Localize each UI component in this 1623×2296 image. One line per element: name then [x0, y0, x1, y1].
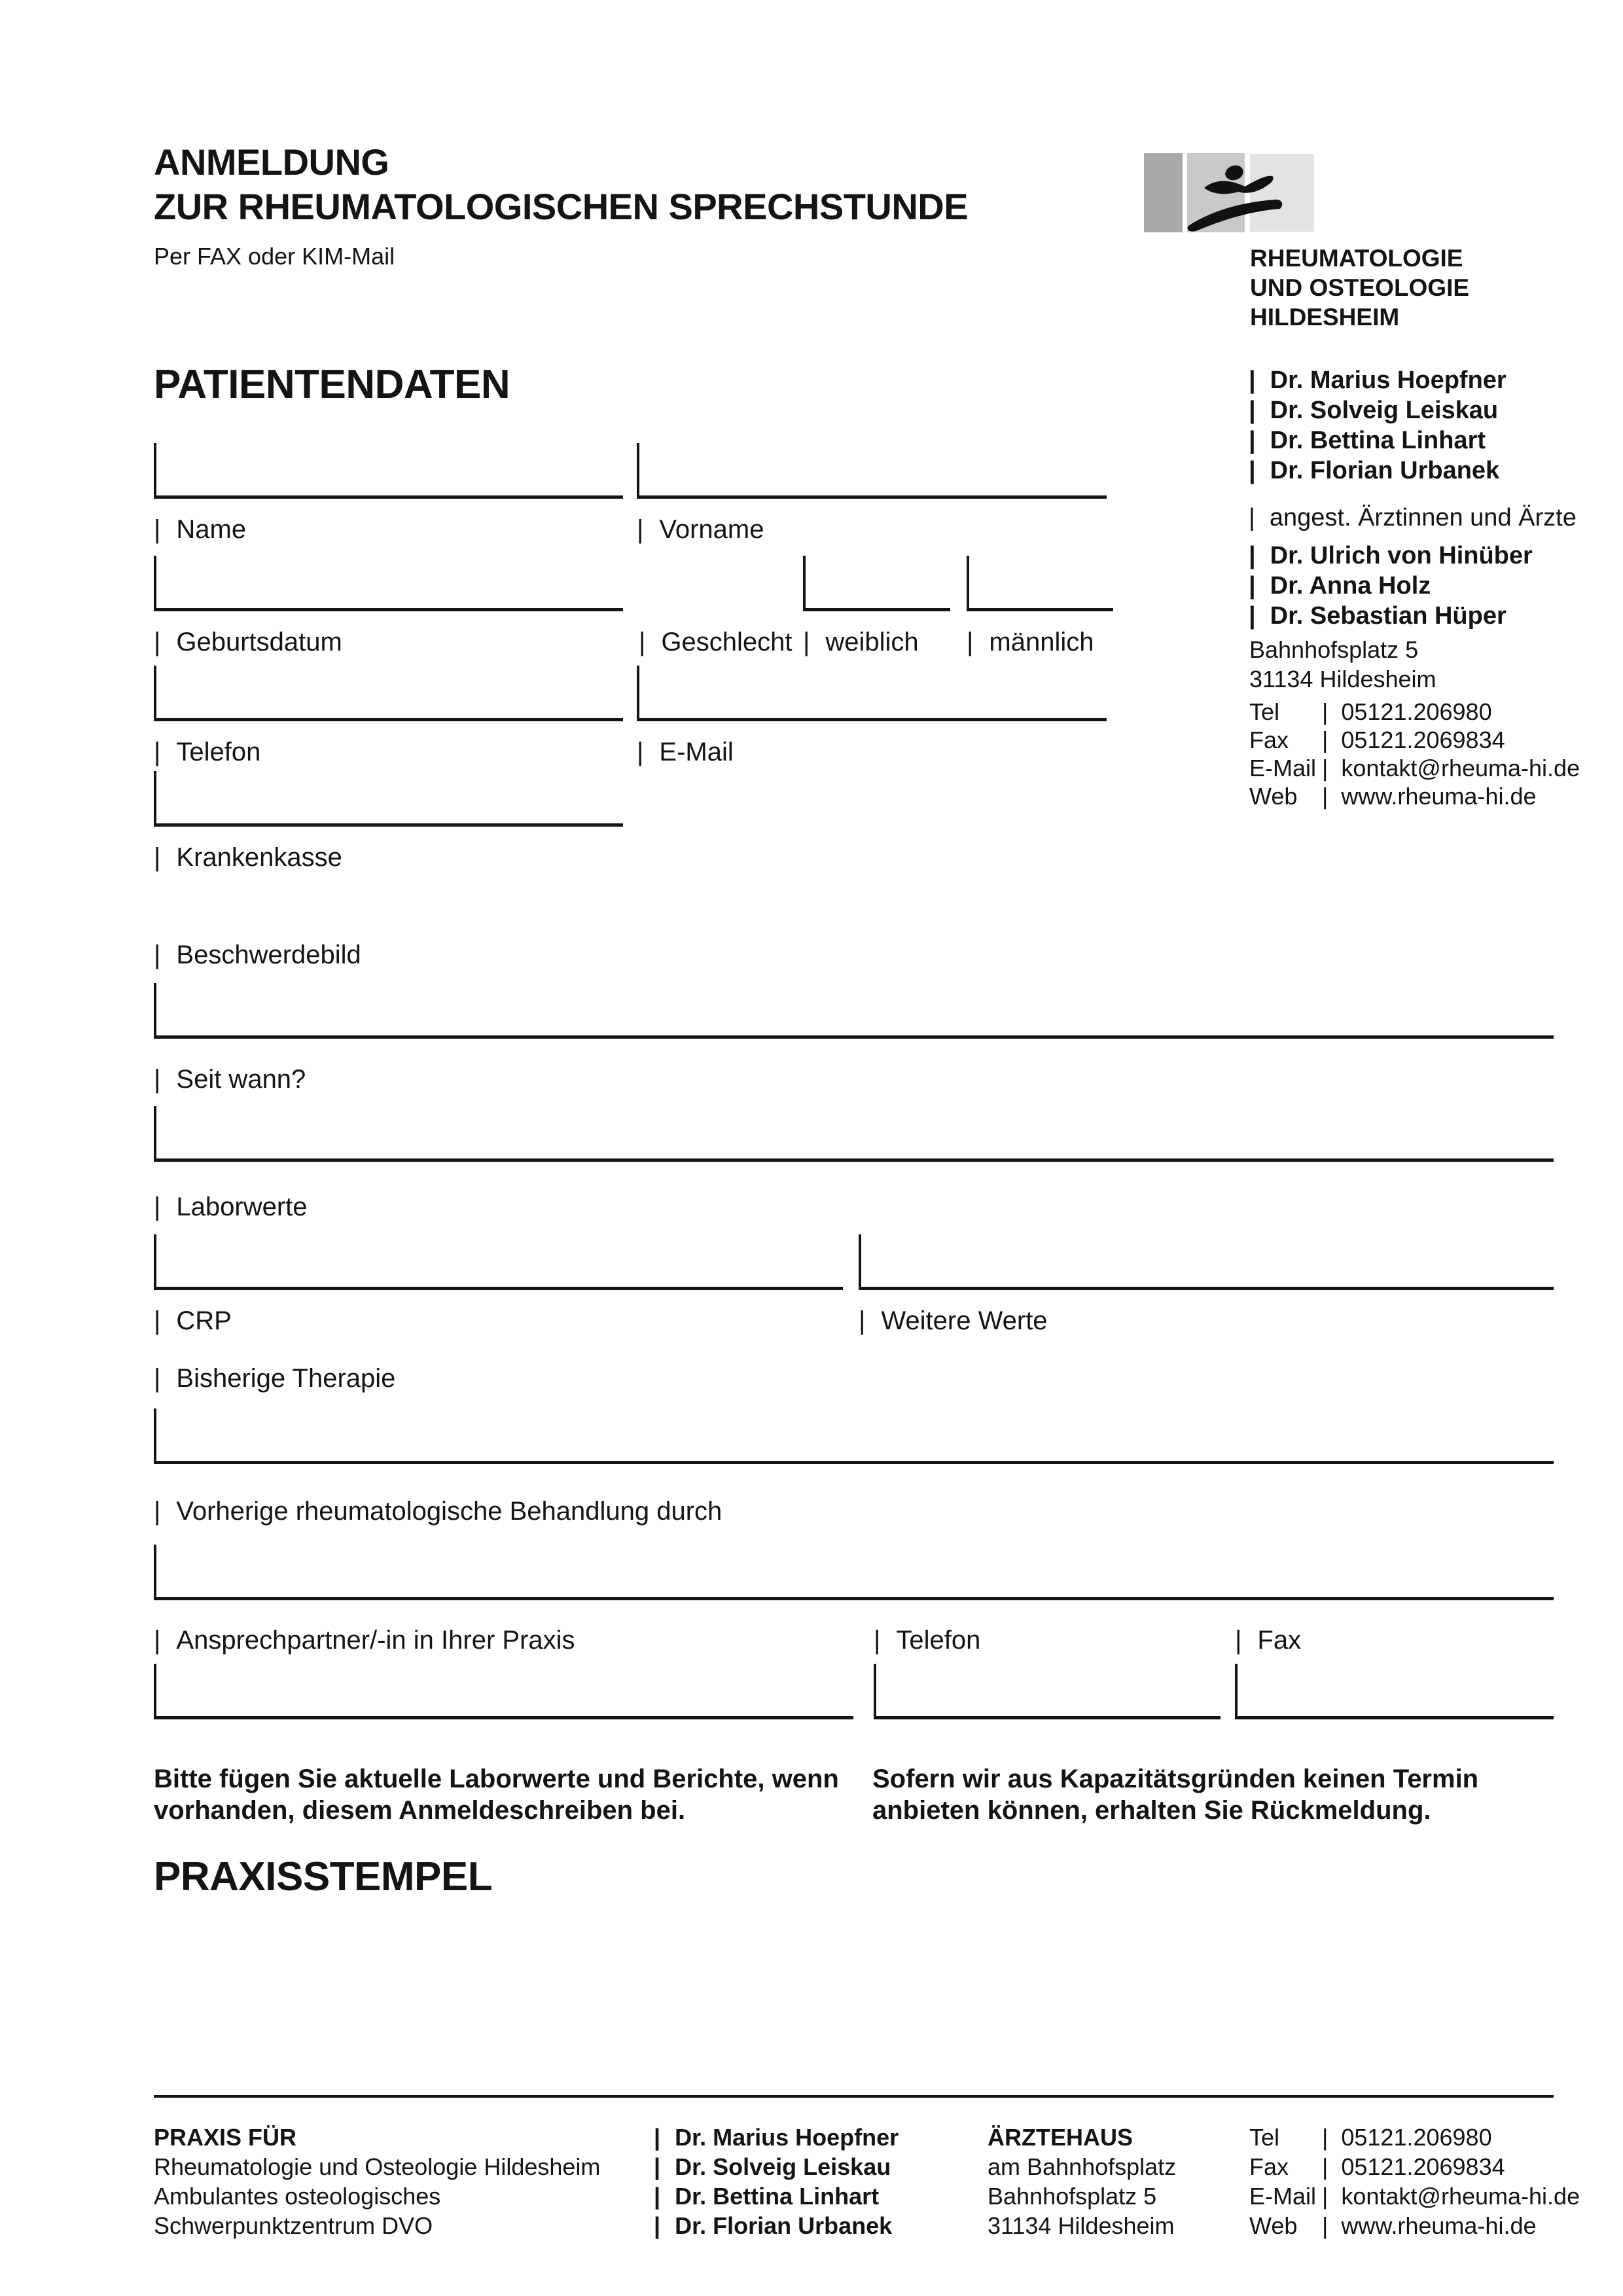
doctor-name: | Dr. Bettina Linhart [1249, 425, 1507, 456]
telefon-label: | Telefon [154, 736, 260, 768]
contact-label: E-Mail [1249, 755, 1317, 781]
contact-row-email [1249, 754, 1580, 782]
ansprechpartner-input-box[interactable] [154, 1664, 853, 1719]
address-street: Bahnhofsplatz 5 [1249, 636, 1419, 663]
logo-wordmark-line1: RHEUMATOLOGIE [1250, 245, 1463, 272]
maennlich-label: | männlich [967, 626, 1094, 658]
contact-value: | kontakt@rheuma-hi.de [1322, 2181, 1580, 2211]
ansprech-fax-label: | Fax [1235, 1624, 1301, 1656]
practice-logo [1126, 147, 1322, 242]
address-city: 31134 Hildesheim [1249, 666, 1436, 692]
footer-practice-line: PRAXIS FÜR [154, 2124, 297, 2151]
contact-value: | 05121.2069834 [1322, 2152, 1505, 2181]
footer-doctor-name: | Dr. Florian Urbanek [654, 2211, 899, 2240]
email-label: | E-Mail [637, 736, 734, 768]
ansprechpartner-label: | Ansprechpartner/-in in Ihrer Praxis [154, 1624, 575, 1656]
name-label: | Name [154, 514, 246, 545]
vorherige-behandlung-label: | Vorherige rheumatologische Behandlung durch [154, 1496, 722, 1527]
bisherige-therapie-input-box[interactable] [154, 1408, 1554, 1464]
note-capacity: Sofern wir aus Kapazitätsgründen keinen Termin anbieten können, erhalten Sie Rückmeldung. [872, 1765, 1479, 1825]
footer-doctor-name: | Dr. Solveig Leiskau [654, 2152, 899, 2181]
contact-label: Fax [1249, 726, 1289, 753]
page-title-line2: ZUR RHEUMATOLOGISCHEN SPRECHSTUNDE [154, 186, 969, 227]
contact-row-tel [1249, 698, 1580, 726]
ansprech-telefon-input-box[interactable] [874, 1664, 1221, 1719]
contact-row-web [1249, 782, 1580, 810]
logo-wordmark-line2: UND OSTEOLOGIE [1250, 274, 1470, 301]
footer-address-column [988, 2123, 1176, 2240]
praxisstempel-heading: PRAXISSTEMPEL [154, 1854, 493, 1899]
doctor-name: | Dr. Solveig Leiskau [1249, 395, 1507, 425]
crp-input-box[interactable] [154, 1234, 843, 1290]
contact-value: | 05121.206980 [1322, 698, 1492, 726]
footer-doctor-name: | Dr. Marius Hoepfner [654, 2123, 899, 2152]
footer-practice-line: Rheumatologie und Osteologie Hildesheim [154, 2153, 601, 2180]
weitere-werte-input-box[interactable] [859, 1234, 1554, 1290]
doctor-name: | Dr. Marius Hoepfner [1249, 365, 1507, 395]
contact-label: Fax [1249, 2153, 1289, 2180]
patientendaten-heading: PATIENTENDATEN [154, 362, 510, 407]
doctor-name: | Dr. Ulrich von Hinüber [1249, 541, 1533, 571]
footer-contact-row-web [1249, 2211, 1580, 2240]
bisherige-therapie-label: | Bisherige Therapie [154, 1363, 395, 1394]
geschlecht-label: | Geschlecht [639, 626, 793, 658]
footer-practice-line: Schwerpunktzentrum DVO [154, 2212, 433, 2239]
contact-block [1249, 698, 1580, 810]
employed-doctors-label: | angest. Ärztinnen und Ärzte [1249, 503, 1577, 533]
footer-contact-row-email [1249, 2181, 1580, 2211]
weiblich-label: | weiblich [803, 626, 919, 658]
contact-value: | 05121.206980 [1322, 2123, 1492, 2152]
contact-value: | kontakt@rheuma-hi.de [1322, 754, 1580, 782]
footer-address-line: 31134 Hildesheim [988, 2212, 1175, 2239]
seit-wann-input-box[interactable] [154, 1106, 1554, 1162]
doctor-list-employed [1249, 541, 1533, 631]
contact-label: Web [1249, 2212, 1298, 2239]
vorname-input-box[interactable] [637, 443, 1107, 499]
contact-row-fax [1249, 726, 1580, 754]
footer-practice-line: Ambulantes osteologisches [154, 2183, 441, 2210]
footer-address-line: am Bahnhofsplatz [988, 2153, 1177, 2180]
doctor-list-partners [1249, 365, 1507, 486]
footer-divider [154, 2095, 1554, 2098]
geburtsdatum-input-box[interactable] [154, 556, 623, 611]
weitere-werte-label: | Weitere Werte [859, 1305, 1048, 1336]
contact-label: Tel [1249, 2124, 1280, 2151]
contact-label: E-Mail [1249, 2183, 1317, 2210]
beschwerdebild-label: | Beschwerdebild [154, 939, 361, 971]
maennlich-checkbox-box[interactable] [967, 556, 1113, 611]
crp-label: | CRP [154, 1305, 232, 1336]
footer-contact-row-fax [1249, 2152, 1580, 2181]
practice-address [1249, 635, 1436, 694]
contact-value: | 05121.2069834 [1322, 726, 1505, 754]
page-title [154, 140, 968, 229]
ansprech-telefon-label: | Telefon [874, 1624, 980, 1656]
vorname-label: | Vorname [637, 514, 764, 545]
contact-label: Tel [1249, 698, 1280, 725]
doctor-name: | Dr. Anna Holz [1249, 571, 1533, 601]
contact-label: Web [1249, 783, 1298, 810]
page-subtitle: Per FAX oder KIM-Mail [154, 243, 395, 270]
page-title-line1: ANMELDUNG [154, 141, 389, 183]
doctor-name: | Dr. Sebastian Hüper [1249, 601, 1533, 631]
footer-doctors-column [654, 2123, 899, 2240]
telefon-input-box[interactable] [154, 666, 623, 721]
note-attachments: Bitte fügen Sie aktuelle Laborwerte und Berichte, wenn vorhanden, diesem Anmeldeschreiben bei. [154, 1765, 839, 1825]
footer-address-line: Bahnhofsplatz 5 [988, 2183, 1157, 2210]
geburtsdatum-label: | Geburtsdatum [154, 626, 342, 658]
footer-contact-row-tel [1249, 2123, 1580, 2152]
ansprech-fax-input-box[interactable] [1235, 1664, 1554, 1719]
vorherige-behandlung-input-box[interactable] [154, 1545, 1554, 1600]
laborwerte-label: | Laborwerte [154, 1191, 308, 1223]
seit-wann-label: | Seit wann? [154, 1064, 306, 1095]
logo-wordmark [1250, 243, 1469, 332]
logo-wordmark-line3: HILDESHEIM [1250, 304, 1400, 331]
footer-contact-column [1249, 2123, 1580, 2240]
contact-value: | www.rheuma-hi.de [1322, 2211, 1536, 2240]
footer-doctor-name: | Dr. Bettina Linhart [654, 2181, 899, 2211]
email-input-box[interactable] [637, 666, 1107, 721]
contact-value: | www.rheuma-hi.de [1322, 782, 1536, 810]
name-input-box[interactable] [154, 443, 623, 499]
krankenkasse-label: | Krankenkasse [154, 842, 342, 873]
footer-address-line: ÄRZTEHAUS [988, 2124, 1133, 2151]
krankenkasse-input-box[interactable] [154, 771, 623, 827]
beschwerdebild-input-box[interactable] [154, 983, 1554, 1039]
person-logo-icon [1126, 147, 1322, 242]
weiblich-checkbox-box[interactable] [803, 556, 950, 611]
footer-practice-column [154, 2123, 600, 2240]
doctor-name: | Dr. Florian Urbanek [1249, 456, 1507, 486]
